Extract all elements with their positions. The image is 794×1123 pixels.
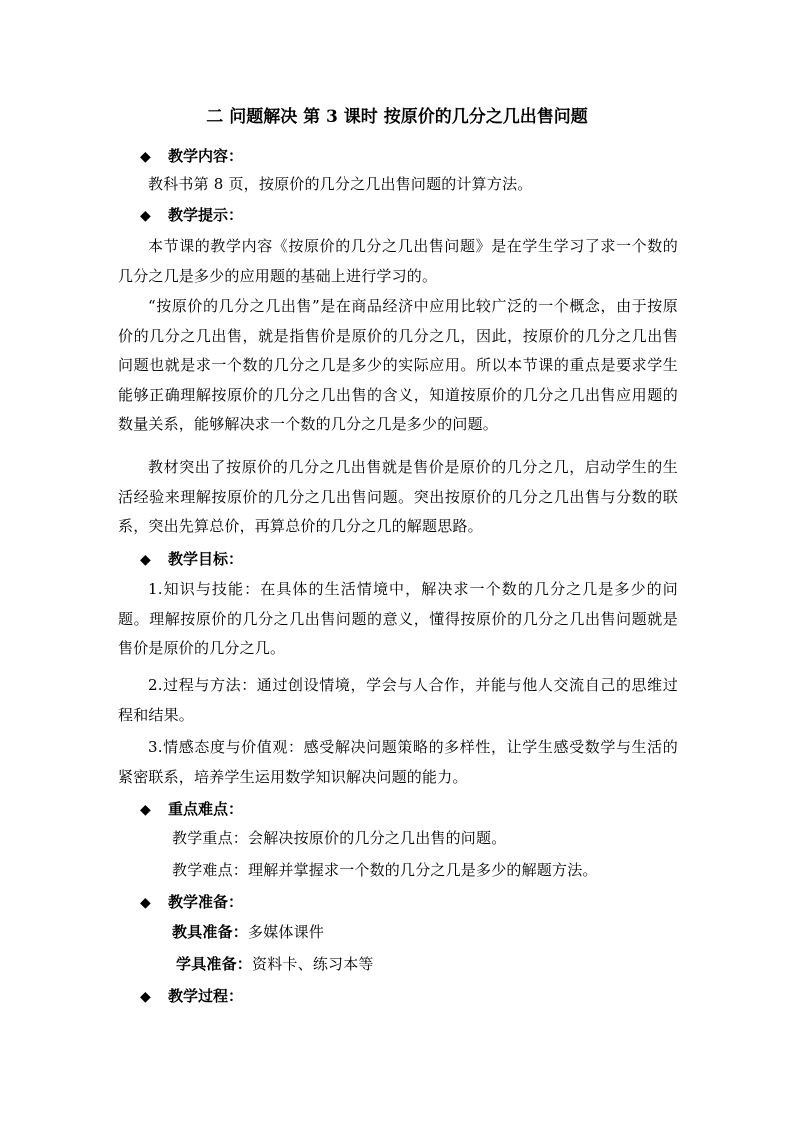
section-heading-label: 教学准备： — [168, 893, 244, 911]
section-heading-hints — [140, 203, 243, 228]
diamond-bullet-icon: ◆ — [140, 552, 151, 568]
section-heading-key-points — [140, 797, 243, 822]
goal-item-1: 1.知识与技能：在具体的生活情境中，解决求一个数的几分之几是多少的问题。理解按原价的几分之几出售问题的意义，懂得按原价的几分之几出售问题就是售价是原价的几分之几。 — [118, 580, 678, 657]
section-heading-process — [140, 984, 243, 1009]
page-title: 二 问题解决 第 3 课时 按原价的几分之几出售问题 — [206, 107, 588, 127]
hints-paragraph-3: 教材突出了按原价的几分之几出售就是售价是原价的几分之几，启动学生的生活经验来理解按原价的几分之几出售问题。突出按原价的几分之几出售与分数的联系，突出先算总价，再算总价的几分之几的解题思路。 — [118, 458, 678, 535]
diamond-bullet-icon: ◆ — [140, 895, 151, 911]
goal-item-3: 3.情感态度与价值观：感受解决问题策略的多样性，让学生感受数学与生活的紧密联系，培养学生运用数学知识解决问题的能力。 — [118, 738, 678, 786]
goal-item-2: 2.过程与方法：通过创设情境，学会与人合作，并能与他人交流自己的思维过程和结果。 — [118, 676, 678, 724]
section-heading-label: 重点难点： — [168, 800, 244, 818]
teaching-focus: 教学重点：会解决按原价的几分之几出售的问题。 — [172, 829, 507, 847]
section-heading-label: 教学内容： — [168, 147, 244, 165]
hints-paragraph-1: 本节课的教学内容《按原价的几分之几出售问题》是在学生学习了求一个数的几分之几是多少的应用题的基础上进行学习的。 — [118, 237, 678, 285]
teacher-materials-value: 多媒体课件 — [248, 923, 325, 941]
diamond-bullet-icon: ◆ — [140, 149, 151, 165]
teacher-materials — [172, 920, 324, 944]
section-heading-label: 教学提示： — [168, 206, 244, 224]
teaching-difficulty: 教学难点：理解并掌握求一个数的几分之几是多少的解题方法。 — [172, 861, 598, 879]
student-materials-label: 学具准备： — [176, 955, 253, 973]
section-heading-goals — [140, 547, 243, 572]
diamond-bullet-icon: ◆ — [140, 208, 151, 224]
section-heading-content — [140, 144, 243, 169]
diamond-bullet-icon: ◆ — [140, 802, 151, 818]
teacher-materials-label: 教具准备： — [172, 923, 249, 941]
content-text: 教科书第 8 页，按原价的几分之几出售问题的计算方法。 — [148, 175, 533, 193]
section-heading-label: 教学目标： — [168, 550, 244, 568]
student-materials — [176, 952, 374, 976]
diamond-bullet-icon: ◆ — [140, 989, 151, 1005]
section-heading-prep — [140, 890, 243, 915]
student-materials-value: 资料卡、练习本等 — [252, 955, 374, 973]
hints-paragraph-2: “按原价的几分之几出售”是在商品经济中应用比较广泛的一个概念，由于按原价的几分之几出售，就是指售价是原价的几分之几，因此，按原价的几分之几出售问题也就是求一个数的几分之几是多少的实际应用。所以本节课的重点是要求学生能够正确理解按原价的几分之几出售的含义，知道按原价的几分之几出售应用题的数量关系，能够解决求一个数的几分之几是多少的问题。 — [118, 297, 678, 433]
section-heading-label: 教学过程： — [168, 987, 244, 1005]
